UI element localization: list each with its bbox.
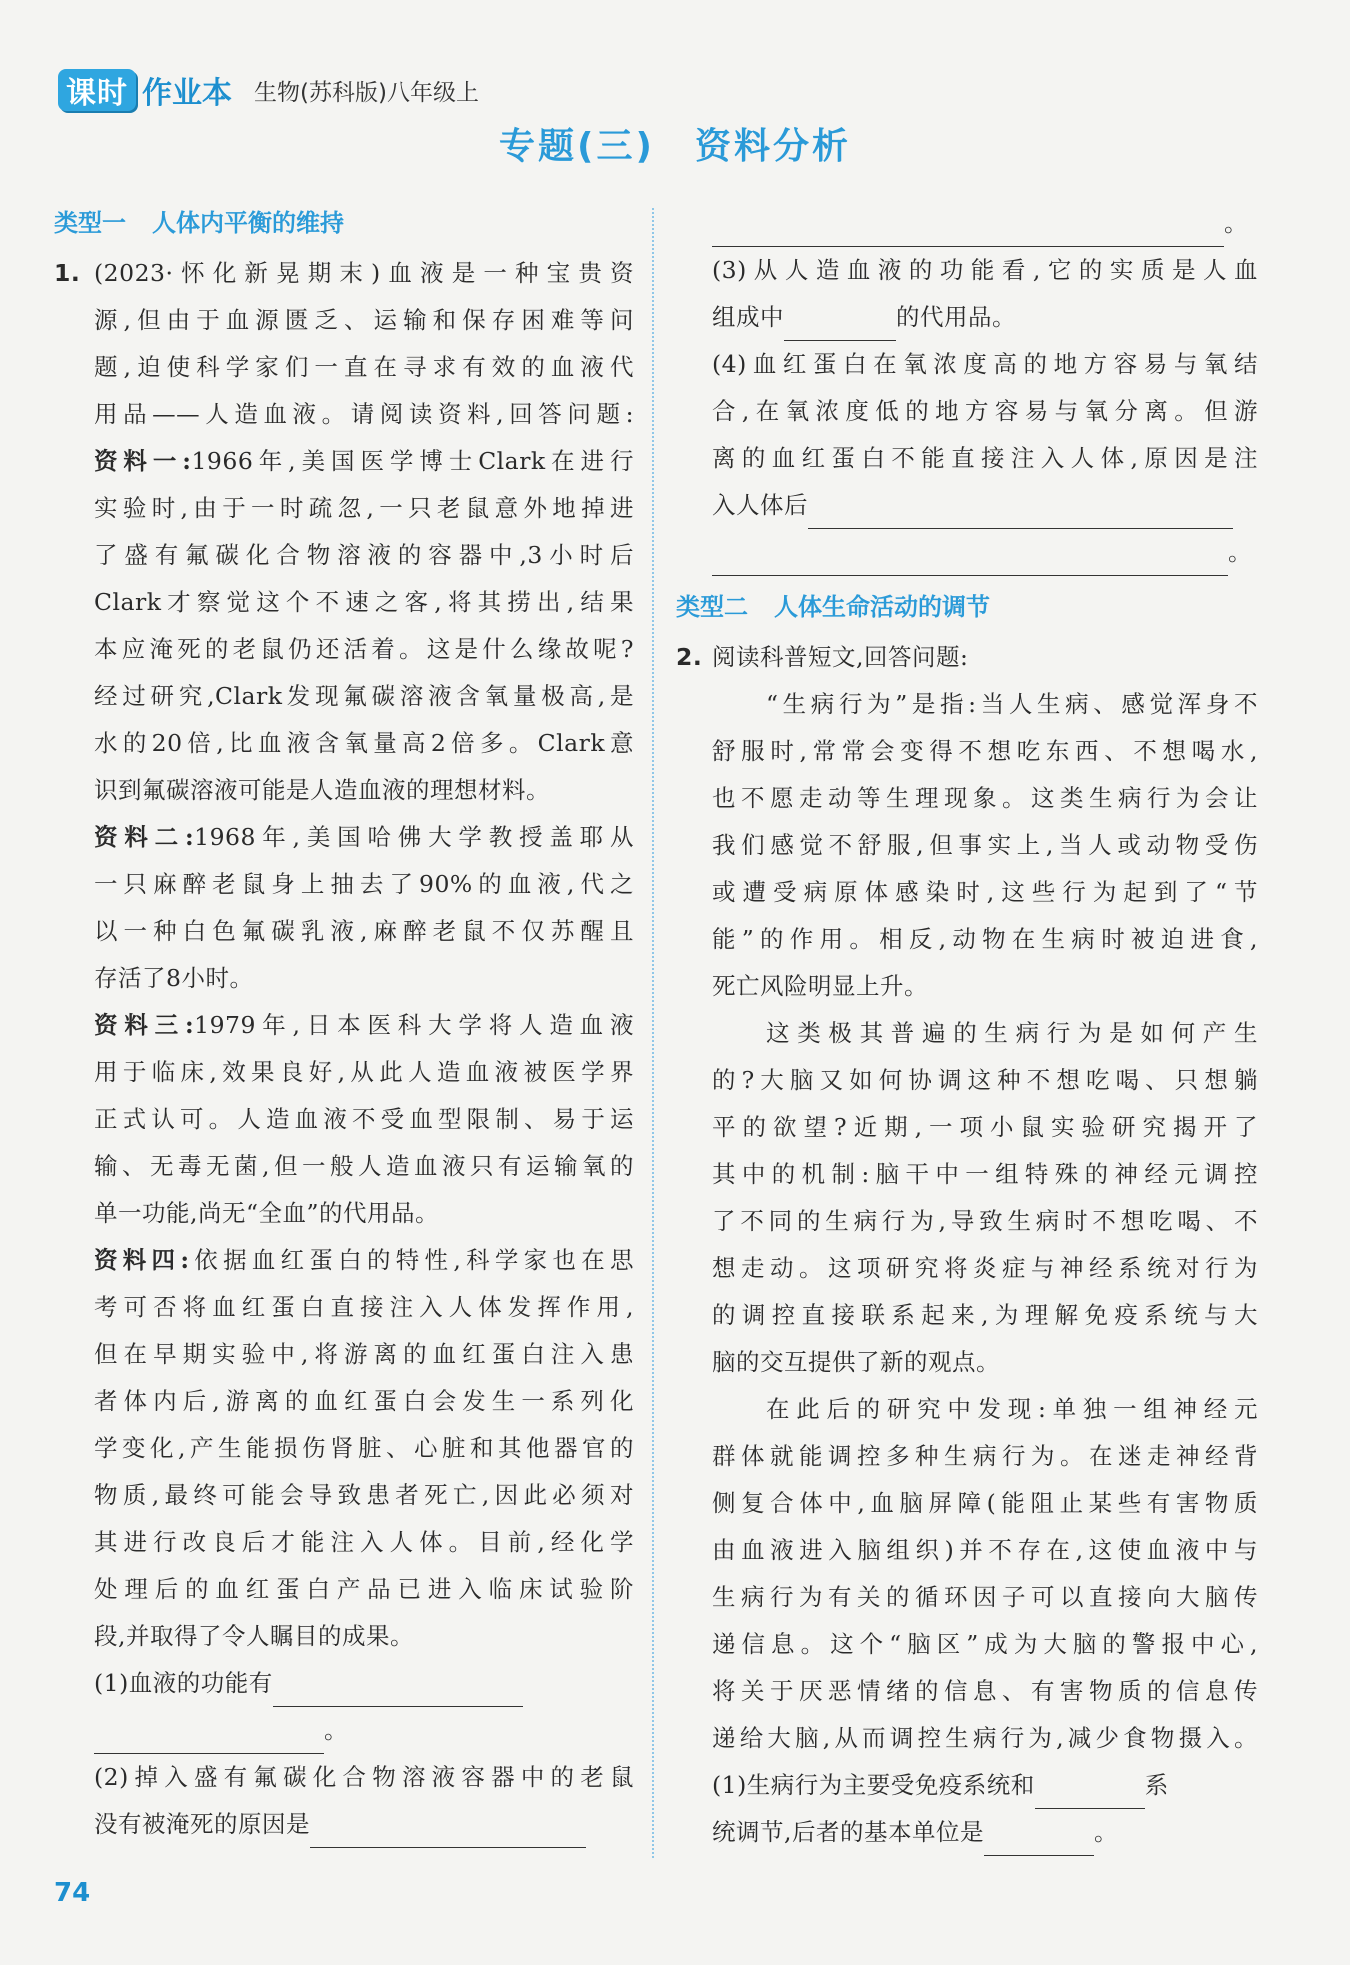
article-paragraph-1: “生病行为”是指:当人生病、感觉浑身不 xyxy=(766,690,1258,718)
article-paragraph-3: 在此后的研究中发现:单独一组神经元 xyxy=(766,1395,1258,1423)
sub-question-2-answer: 。 xyxy=(676,200,1258,247)
article-paragraph-2: 了不同的生病行为,导致生病时不想吃喝、不 xyxy=(712,1207,1258,1235)
sub-question-4: (4)血红蛋白在氧浓度高的地方容易与氧结 xyxy=(712,350,1258,378)
type-label: 类型二 xyxy=(676,593,748,621)
page-title xyxy=(0,118,1350,169)
material-1-line: 本应淹死的老鼠仍还活着。这是什么缘故呢? xyxy=(94,635,634,663)
material-4-line: 物质,最终可能会导致患者死亡,因此必须对 xyxy=(94,1481,634,1509)
material-3-line: 用于临床,效果良好,从此人造血液被医学界 xyxy=(94,1058,634,1086)
material-4-line: 资料四:依据血红蛋白的特性,科学家也在思 xyxy=(94,1246,634,1274)
title-subject: 资料分析 xyxy=(694,126,851,167)
material-2-line: 资料二:1968年,美国哈佛大学教授盖耶从 xyxy=(94,823,634,851)
question-1-line: 1. (2023·怀化新晃期末)血液是一种宝贵资 xyxy=(54,250,634,297)
sub-question-1-cont: 。 xyxy=(54,1707,634,1754)
material-4-line: 者体内后,游离的血红蛋白会发生一系列化 xyxy=(94,1387,634,1415)
question-1-line: 题,迫使科学家们一直在寻求有效的血液代 xyxy=(94,353,634,381)
sub-question-2: (2)掉入盛有氟碳化合物溶液容器中的老鼠 xyxy=(94,1763,634,1791)
article-paragraph-1: 舒服时,常常会变得不想吃东西、不想喝水, xyxy=(712,737,1258,765)
question-number: 1. xyxy=(54,259,81,287)
answer-blank[interactable] xyxy=(273,1672,523,1707)
brand-logo: 课时 xyxy=(58,69,136,111)
column-divider xyxy=(652,208,654,1858)
sub-question-4: 合,在氧浓度低的地方容易与氧分离。但游 xyxy=(712,397,1258,425)
material-2-line: 一只麻醉老鼠身上抽去了90%的血液,代之 xyxy=(94,870,634,898)
type-label: 类型一 xyxy=(54,209,126,237)
answer-blank[interactable] xyxy=(712,541,1228,576)
material-label: 资料一: xyxy=(94,447,192,475)
material-label: 资料四: xyxy=(94,1246,190,1274)
article-paragraph-3: 群体就能调控多种生病行为。在迷走神经背 xyxy=(712,1442,1258,1470)
question-1-line: 用品——人造血液。请阅读资料,回答问题: xyxy=(94,400,634,428)
brand-name: 作业本 xyxy=(142,76,232,111)
type-title: 人体内平衡的维持 xyxy=(152,209,344,237)
question-number: 2. xyxy=(676,643,703,671)
type-heading-1 xyxy=(54,200,634,246)
material-label: 资料三: xyxy=(94,1011,195,1039)
page-number: 74 xyxy=(54,1878,91,1908)
title-topic: 专题(三) xyxy=(499,126,655,167)
answer-blank[interactable] xyxy=(310,1813,586,1848)
article-paragraph-2: 想走动。这项研究将炎症与神经系统对行为 xyxy=(712,1254,1258,1282)
answer-blank[interactable] xyxy=(808,494,1233,529)
article-paragraph-2: 这类极其普遍的生病行为是如何产生 xyxy=(766,1019,1258,1047)
material-2-line: 存活了8小时。 xyxy=(94,964,254,992)
material-2-line: 以一种白色氟碳乳液,麻醉老鼠不仅苏醒且 xyxy=(94,917,634,945)
article-paragraph-2: 的调控直接联系起来,为理解免疫系统与大 xyxy=(712,1301,1258,1329)
answer-blank[interactable] xyxy=(94,1719,324,1754)
sub-question-3-cont: 组成中 的代用品。 xyxy=(676,294,1258,341)
sub-question-1-cont: 统调节,后者的基本单位是 。 xyxy=(676,1809,1258,1856)
left-column xyxy=(54,200,634,1848)
article-paragraph-1: 死亡风险明显上升。 xyxy=(712,972,928,1000)
article-paragraph-1: 我们感觉不舒服,但事实上,当人或动物受伤 xyxy=(712,831,1258,859)
article-paragraph-1: 也不愿走动等生理现象。这类生病行为会让 xyxy=(712,784,1258,812)
type-title: 人体生命活动的调节 xyxy=(774,593,990,621)
sub-question-1: (1)血液的功能有 xyxy=(54,1660,634,1707)
sub-question-4: 离的血红蛋白不能直接注入人体,原因是注 xyxy=(712,444,1258,472)
material-1-line: 水的20倍,比血液含氧量高2倍多。Clark意 xyxy=(94,729,634,757)
article-paragraph-2: 其中的机制:脑干中一组特殊的神经元调控 xyxy=(712,1160,1258,1188)
material-4-line: 处理后的血红蛋白产品已进入临床试验阶 xyxy=(94,1575,634,1603)
material-3-line: 正式认可。人造血液不受血型限制、易于运 xyxy=(94,1105,634,1133)
material-4-line: 其进行改良后才能注入人体。目前,经化学 xyxy=(94,1528,634,1556)
material-1-line: Clark才察觉这个不速之客,将其捞出,结果 xyxy=(94,588,634,616)
header xyxy=(58,66,479,114)
answer-blank[interactable] xyxy=(984,1821,1094,1856)
article-paragraph-3: 由血液进入脑组织)并不存在,这使血液中与 xyxy=(712,1536,1258,1564)
material-label: 资料二: xyxy=(94,823,195,851)
sub-question-1: (1)生病行为主要受免疫系统和 系 xyxy=(676,1762,1258,1809)
material-4-line: 学变化,产生能损伤肾脏、心脏和其他器官的 xyxy=(94,1434,634,1462)
article-paragraph-3: 递信息。这个“脑区”成为大脑的警报中心, xyxy=(712,1630,1258,1658)
question-1-line: 源,但由于血源匮乏、运输和保存困难等问 xyxy=(94,306,634,334)
type-heading-2 xyxy=(676,584,1258,630)
subject-label: 生物(苏科版)八年级上 xyxy=(254,79,479,106)
article-paragraph-2: 平的欲望?近期,一项小鼠实验研究揭开了 xyxy=(712,1113,1258,1141)
sub-question-3: (3)从人造血液的功能看,它的实质是人血 xyxy=(712,256,1258,284)
sub-question-2-cont: 没有被淹死的原因是 xyxy=(54,1801,634,1848)
article-paragraph-1: 能”的作用。相反,动物在生病时被迫进食, xyxy=(712,925,1258,953)
material-3-line: 资料三:1979年,日本医科大学将人造血液 xyxy=(94,1011,634,1039)
article-paragraph-3: 生病行为有关的循环因子可以直接向大脑传 xyxy=(712,1583,1258,1611)
answer-blank[interactable] xyxy=(784,306,896,341)
material-1-line: 经过研究,Clark发现氟碳溶液含氧量极高,是 xyxy=(94,682,634,710)
article-paragraph-1: 或遭受病原体感染时,这些行为起到了“节 xyxy=(712,878,1258,906)
material-1-line: 了盛有氟碳化合物溶液的容器中,3小时后 xyxy=(94,541,634,569)
article-paragraph-3: 递给大脑,从而调控生病行为,减少食物摄入。 xyxy=(712,1724,1258,1752)
answer-blank[interactable] xyxy=(712,212,1224,247)
material-1-line: 资料一:1966年,美国医学博士Clark在进行 xyxy=(94,447,634,475)
material-3-line: 输、无毒无菌,但一般人造血液只有运输氧的 xyxy=(94,1152,634,1180)
sub-question-4-cont: 入人体后 xyxy=(676,482,1258,529)
material-1-line: 识到氟碳溶液可能是人造血液的理想材料。 xyxy=(94,776,550,804)
material-1-line: 实验时,由于一时疏忽,一只老鼠意外地掉进 xyxy=(94,494,634,522)
material-3-line: 单一功能,尚无“全血”的代用品。 xyxy=(94,1199,439,1227)
material-4-line: 考可否将血红蛋白直接注入人体发挥作用, xyxy=(94,1293,634,1321)
material-4-line: 段,并取得了令人瞩目的成果。 xyxy=(94,1622,414,1650)
right-column xyxy=(676,200,1258,1856)
article-paragraph-3: 侧复合体中,血脑屏障(能阻止某些有害物质 xyxy=(712,1489,1258,1517)
article-paragraph-2: 的?大脑又如何协调这种不想吃喝、只想躺 xyxy=(712,1066,1258,1094)
answer-blank[interactable] xyxy=(1035,1774,1145,1809)
article-paragraph-3: 将关于厌恶情绪的信息、有害物质的信息传 xyxy=(712,1677,1258,1705)
question-2-line: 2. 阅读科普短文,回答问题: xyxy=(676,634,1258,681)
article-paragraph-2: 脑的交互提供了新的观点。 xyxy=(712,1348,1000,1376)
sub-question-4-answer: 。 xyxy=(676,529,1258,576)
material-4-line: 但在早期实验中,将游离的血红蛋白注入患 xyxy=(94,1340,634,1368)
